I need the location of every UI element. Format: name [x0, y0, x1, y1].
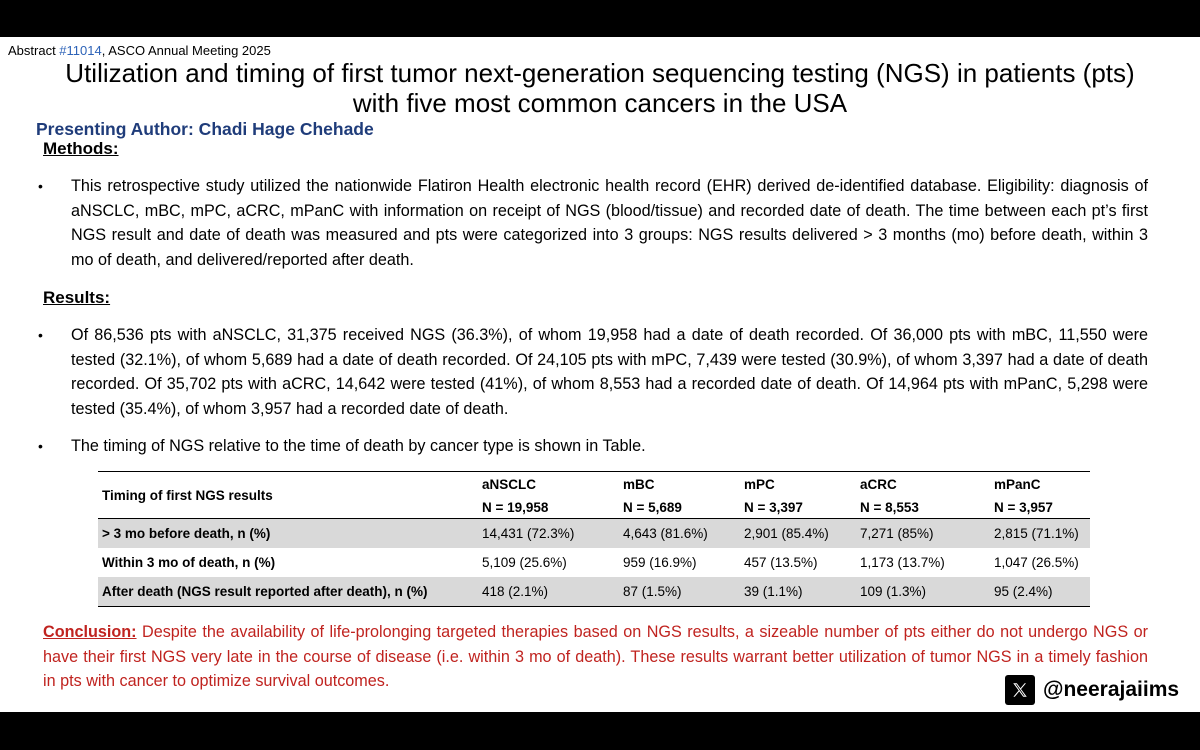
abstract-suffix: , ASCO Annual Meeting 2025 — [101, 43, 271, 58]
col-n-anscl: N = 19,958 — [482, 499, 549, 515]
table-cell: 5,109 (25.6%) — [482, 555, 567, 570]
col-header-mbc: mBC — [623, 476, 655, 492]
table-cell: 14,431 (72.3%) — [482, 526, 575, 541]
table-row — [98, 519, 1090, 549]
table-cell: 418 (2.1%) — [482, 584, 549, 599]
col-header-mpanc: mPanC — [994, 476, 1041, 492]
methods-text: This retrospective study utilized the nationwide Flatiron Health electronic health record (EHR) derived de-identified database. Eligibility: diagnosis of aNSCLC, mBC, mPC, aCRC, mPanC with information on receipt of NGS (blood/tissue) and recorded date of death. The time between each pt’s first NGS result and date of death was measured and pts were categorized into 3 groups: NGS results delivered > 3 months (mo) before death, within 3 mo of death, and delivered/reported after death. — [71, 177, 1148, 269]
page-title — [0, 58, 1200, 118]
table-cell: 1,047 (26.5%) — [994, 555, 1079, 570]
table-cell: 457 (13.5%) — [744, 555, 818, 570]
results-bullet-2 — [38, 434, 1148, 459]
conclusion-text: Despite the availability of life-prolonging targeted therapies based on NGS results, a sizeable number of pts either do not undergo NGS or have their first NGS very late in the course of disease (i.e. within 3 mo of death). These results warrant better utilization of tumor NGS in a timely fashion in pts with cancer to optimize survival outcomes. — [43, 623, 1148, 690]
col-n-mpanc: N = 3,957 — [994, 499, 1053, 515]
col-header-mpc: mPC — [744, 476, 775, 492]
title-line-2: with five most common cancers in the USA — [352, 88, 848, 118]
col-header-anscl: aNSCLC — [482, 476, 537, 492]
methods-bullet — [38, 174, 1148, 272]
presenting-author: Presenting Author: Chadi Hage Chehade — [36, 119, 374, 139]
table-cell: 2,815 (71.1%) — [994, 526, 1079, 541]
col-n-mpc: N = 3,397 — [744, 499, 803, 515]
bullet-dot-icon: • — [38, 438, 43, 454]
table-cell: 39 (1.1%) — [744, 584, 803, 599]
col-n-acrc: N = 8,553 — [860, 499, 919, 515]
abstract-number-link[interactable]: #11014 — [59, 43, 102, 58]
row-label: After death (NGS result reported after death), n (%) — [102, 584, 428, 599]
table-cell: 959 (16.9%) — [623, 555, 697, 570]
table-row — [98, 548, 1090, 577]
table-cell: 2,901 (85.4%) — [744, 526, 829, 541]
table-cell: 95 (2.4%) — [994, 584, 1053, 599]
table-cell: 109 (1.3%) — [860, 584, 927, 599]
table-cell: 4,643 (81.6%) — [623, 526, 708, 541]
results-heading: Results: — [43, 288, 111, 307]
table-cell: 87 (1.5%) — [623, 584, 682, 599]
results-table — [98, 471, 1090, 607]
results-text-1: Of 86,536 pts with aNSCLC, 31,375 received NGS (36.3%), of whom 19,958 had a date of death recorded. Of 36,000 pts with mBC, 11,550 were tested (32.1%), of whom 5,689 had a date of death recorded. Of 24,105 pts with mPC, 7,439 were tested (30.9%), of whom 3,397 had a date of death recorded. Of 35,702 pts with aCRC, 14,642 were tested (41%), of whom 8,553 had a recorded date of death. Of 14,964 pts with mPanC, 5,298 were tested (35.4%), of whom 3,957 had a recorded date of death. — [71, 326, 1148, 418]
row-label: Within 3 mo of death, n (%) — [102, 555, 276, 570]
bullet-dot-icon: • — [38, 178, 43, 194]
row-label: > 3 mo before death, n (%) — [102, 526, 271, 541]
methods-heading: Methods: — [43, 139, 119, 158]
table-header-row — [98, 472, 1090, 497]
col-n-mbc: N = 5,689 — [623, 499, 682, 515]
table-cell: 1,173 (13.7%) — [860, 555, 945, 570]
conclusion-label: Conclusion: — [43, 623, 137, 641]
handle-text[interactable]: @neerajaiims — [1043, 678, 1180, 701]
conclusion — [43, 620, 1148, 694]
title-line-1: Utilization and timing of first tumor next-generation sequencing testing (NGS) in patients (pts) — [65, 58, 1135, 88]
x-logo-icon — [1005, 675, 1035, 705]
results-bullet-1 — [38, 323, 1148, 421]
col-header-acrc: aCRC — [860, 476, 897, 492]
table-cell: 7,271 (85%) — [860, 526, 934, 541]
abstract-tag — [8, 43, 271, 58]
abstract-prefix: Abstract — [8, 43, 60, 58]
results-text-2: The timing of NGS relative to the time of death by cancer type is shown in Table. — [71, 437, 646, 455]
table-row — [98, 577, 1090, 607]
table-row-header: Timing of first NGS results — [102, 487, 273, 503]
slide — [0, 37, 1200, 712]
bullet-dot-icon: • — [38, 327, 43, 343]
social-handle[interactable] — [1005, 675, 1179, 705]
